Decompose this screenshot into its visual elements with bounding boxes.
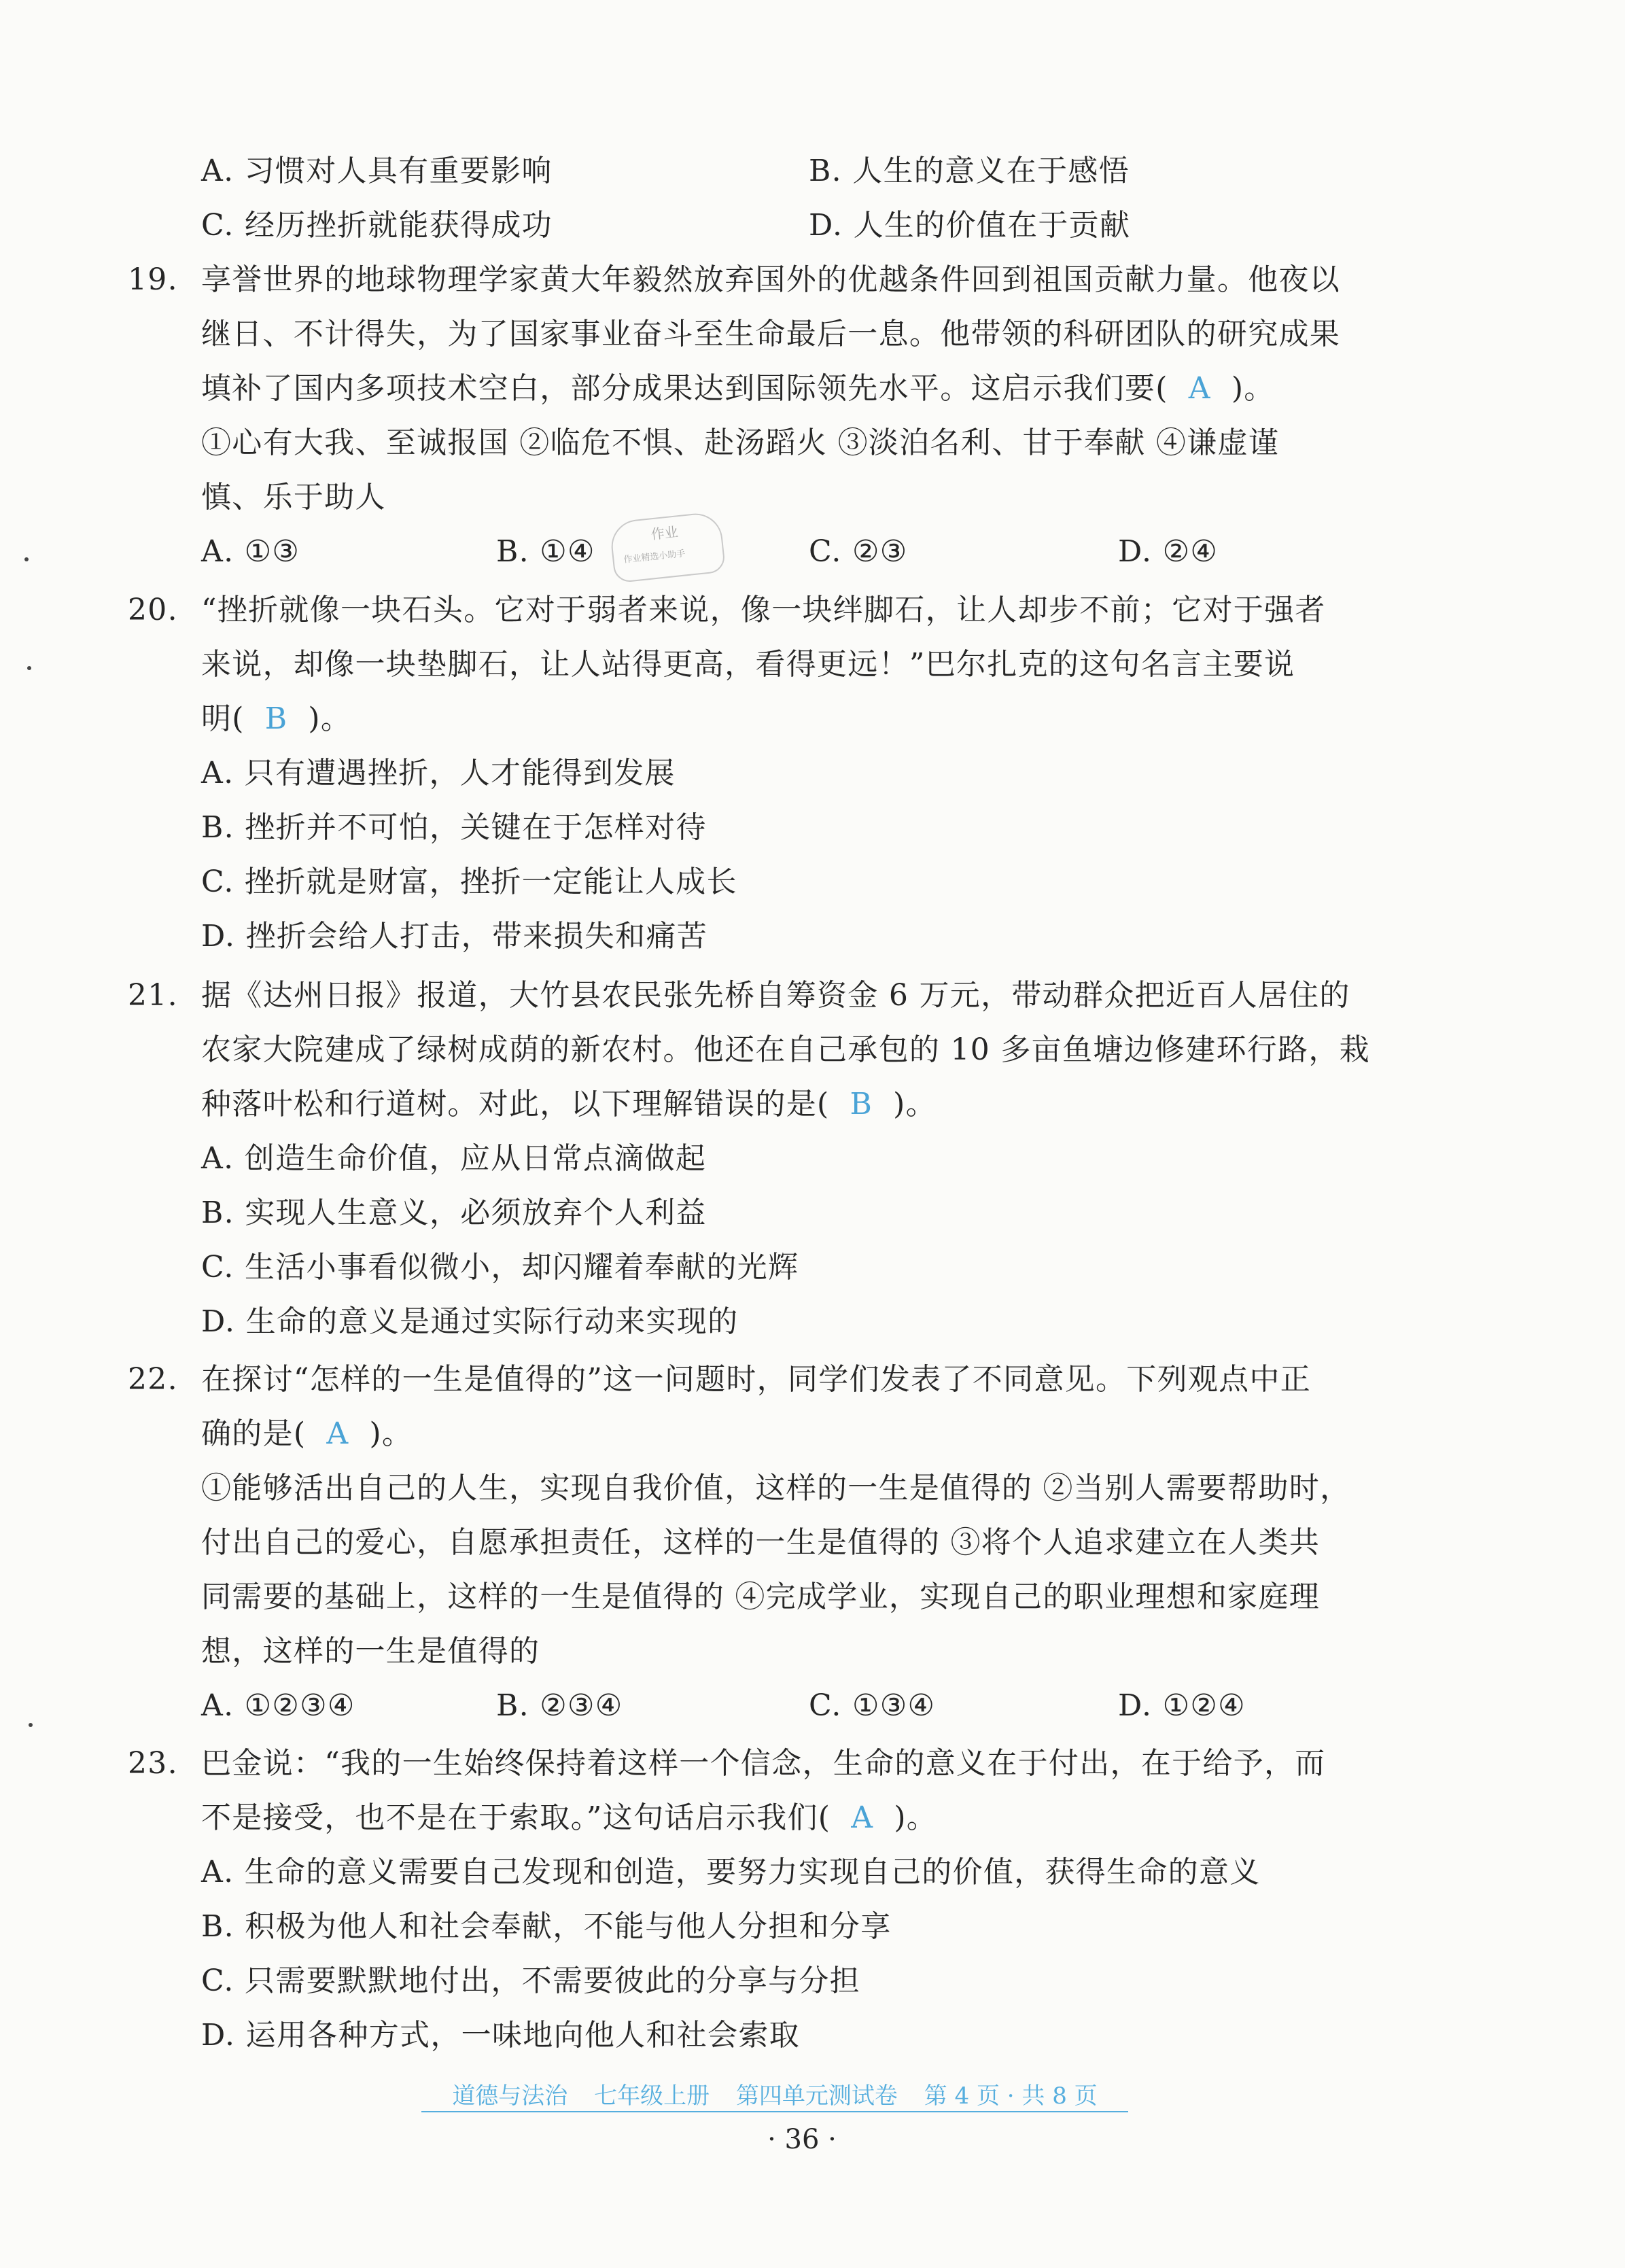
q19-option-c: C. ②③: [809, 534, 908, 569]
q23-option-a: A. 生命的意义需要自己发现和创造，要努力实现自己的价值，获得生命的意义: [201, 1855, 1261, 1889]
footer-page-info: 第 4 页 · 共 8 页: [924, 2082, 1098, 2110]
q20-line3: 明( B )。: [201, 701, 352, 736]
q22-items-line1: ①能够活出自己的人生，实现自我价值，这样的一生是值得的 ②当别人需要帮助时，: [201, 1471, 1351, 1505]
footer-subject: 道德与法治: [452, 2082, 568, 2110]
q20-line2: 来说，却像一块垫脚石，让人站得更高，看得更远！”巴尔扎克的这句名言主要说: [201, 647, 1295, 682]
q22-line1: 22. 在探讨“怎样的一生是值得的”这一问题时，同学们发表了不同意见。下列观点中正: [201, 1359, 1311, 1400]
q19-answer: A: [1188, 371, 1211, 406]
q21-option-d: D. 生命的意义是通过实际行动来实现的: [201, 1304, 739, 1339]
q19-option-a: A. ①③: [201, 534, 300, 569]
margin-speck: [29, 1723, 33, 1727]
q23-number: 23.: [128, 1746, 178, 1781]
footer-test: 第四单元测试卷: [735, 2082, 898, 2110]
q18-option-c: C. 经历挫折就能获得成功: [201, 208, 553, 243]
q19-option-b: B. ①④: [496, 534, 595, 569]
q21-answer: B: [850, 1087, 873, 1121]
q23-answer: A: [851, 1800, 874, 1835]
page-footer: [421, 2081, 1128, 2112]
q19-option-d: D. ②④: [1118, 534, 1219, 569]
footer-grade: 七年级上册: [594, 2082, 710, 2110]
q19-items-line1: ①心有大我、至诚报国 ②临危不惧、赴汤蹈火 ③淡泊名利、甘于奉献 ④谦虚谨: [201, 425, 1280, 460]
q20-answer: B: [264, 701, 288, 736]
q19-line2: 继日、不计得失，为了国家事业奋斗至生命最后一息。他带领的科研团队的研究成果: [201, 317, 1341, 351]
q23-option-d: D. 运用各种方式，一味地向他人和社会索取: [201, 2018, 800, 2053]
q20-option-a: A. 只有遭遇挫折，人才能得到发展: [201, 756, 676, 790]
q19-line3: 填补了国内多项技术空白，部分成果达到国际领先水平。这启示我们要( A )。: [201, 371, 1275, 406]
q19-line1: 19. 享誉世界的地球物理学家黄大年毅然放弃国外的优越条件回到祖国贡献力量。他夜以: [201, 260, 1340, 300]
q22-number: 22.: [128, 1362, 178, 1397]
q21-option-a: A. 创造生命价值，应从日常点滴做起: [201, 1141, 707, 1176]
q20-line1: 20. “挫折就像一块石头。它对于弱者来说，像一块绊脚石，让人却步不前；它对于强者: [201, 590, 1326, 631]
q22-items-line4: 想，这样的一生是值得的: [201, 1634, 540, 1669]
q18-option-d: D. 人生的价值在于贡献: [809, 208, 1131, 243]
q20-number: 20.: [128, 593, 178, 627]
q22-option-a: A. ①②③④: [201, 1688, 355, 1723]
q23-option-b: B. 积极为他人和社会奉献，不能与他人分担和分享: [201, 1909, 892, 1944]
margin-speck: [27, 666, 31, 670]
q21-line1: 21. 据《达州日报》报道，大竹县农民张先桥自筹资金 6 万元，带动群众把近百人居住的: [201, 975, 1350, 1016]
q21-line3: 种落叶松和行道树。对此，以下理解错误的是( B )。: [201, 1087, 937, 1121]
q22-line2: 确的是( A )。: [201, 1416, 413, 1451]
q21-line2: 农家大院建成了绿树成荫的新农村。他还在自己承包的 10 多亩鱼塘边修建环行路，栽: [201, 1032, 1370, 1067]
q22-option-b: B. ②③④: [496, 1688, 623, 1723]
q20-option-b: B. 挫折并不可怕，关键在于怎样对待: [201, 810, 707, 845]
q22-option-c: C. ①③④: [809, 1688, 936, 1723]
q22-option-d: D. ①②④: [1118, 1688, 1246, 1723]
q20-option-d: D. 挫折会给人打击，带来损失和痛苦: [201, 919, 708, 954]
homework-stamp: 作业 作业精选小助手: [609, 511, 727, 584]
q23-line1: 23. 巴金说：“我的一生始终保持着这样一个信念，生命的意义在于付出，在于给予，而: [201, 1743, 1326, 1784]
margin-speck: [24, 557, 29, 561]
q22-answer: A: [326, 1416, 349, 1451]
q18-option-a: A. 习惯对人具有重要影响: [201, 154, 553, 188]
q20-option-c: C. 挫折就是财富，挫折一定能让人成长: [201, 865, 737, 899]
q23-line2: 不是接受，也不是在于索取。”这句话启示我们( A )。: [201, 1800, 938, 1835]
q21-option-b: B. 实现人生意义，必须放弃个人利益: [201, 1196, 707, 1230]
q19-number: 19.: [128, 262, 178, 297]
page-number: · 36 ·: [767, 2124, 837, 2155]
q23-option-c: C. 只需要默默地付出，不需要彼此的分享与分担: [201, 1964, 860, 1998]
q22-items-line2: 付出自己的爱心，自愿承担责任，这样的一生是值得的 ③将个人追求建立在人类共: [201, 1525, 1321, 1560]
q19-items-line2: 慎、乐于助人: [201, 480, 386, 514]
q18-option-b: B. 人生的意义在于感悟: [809, 154, 1130, 188]
q22-items-line3: 同需要的基础上，这样的一生是值得的 ④完成学业，实现自己的职业理想和家庭理: [201, 1580, 1321, 1614]
q21-option-c: C. 生活小事看似微小，却闪耀着奉献的光辉: [201, 1250, 799, 1285]
q21-number: 21.: [128, 978, 178, 1013]
